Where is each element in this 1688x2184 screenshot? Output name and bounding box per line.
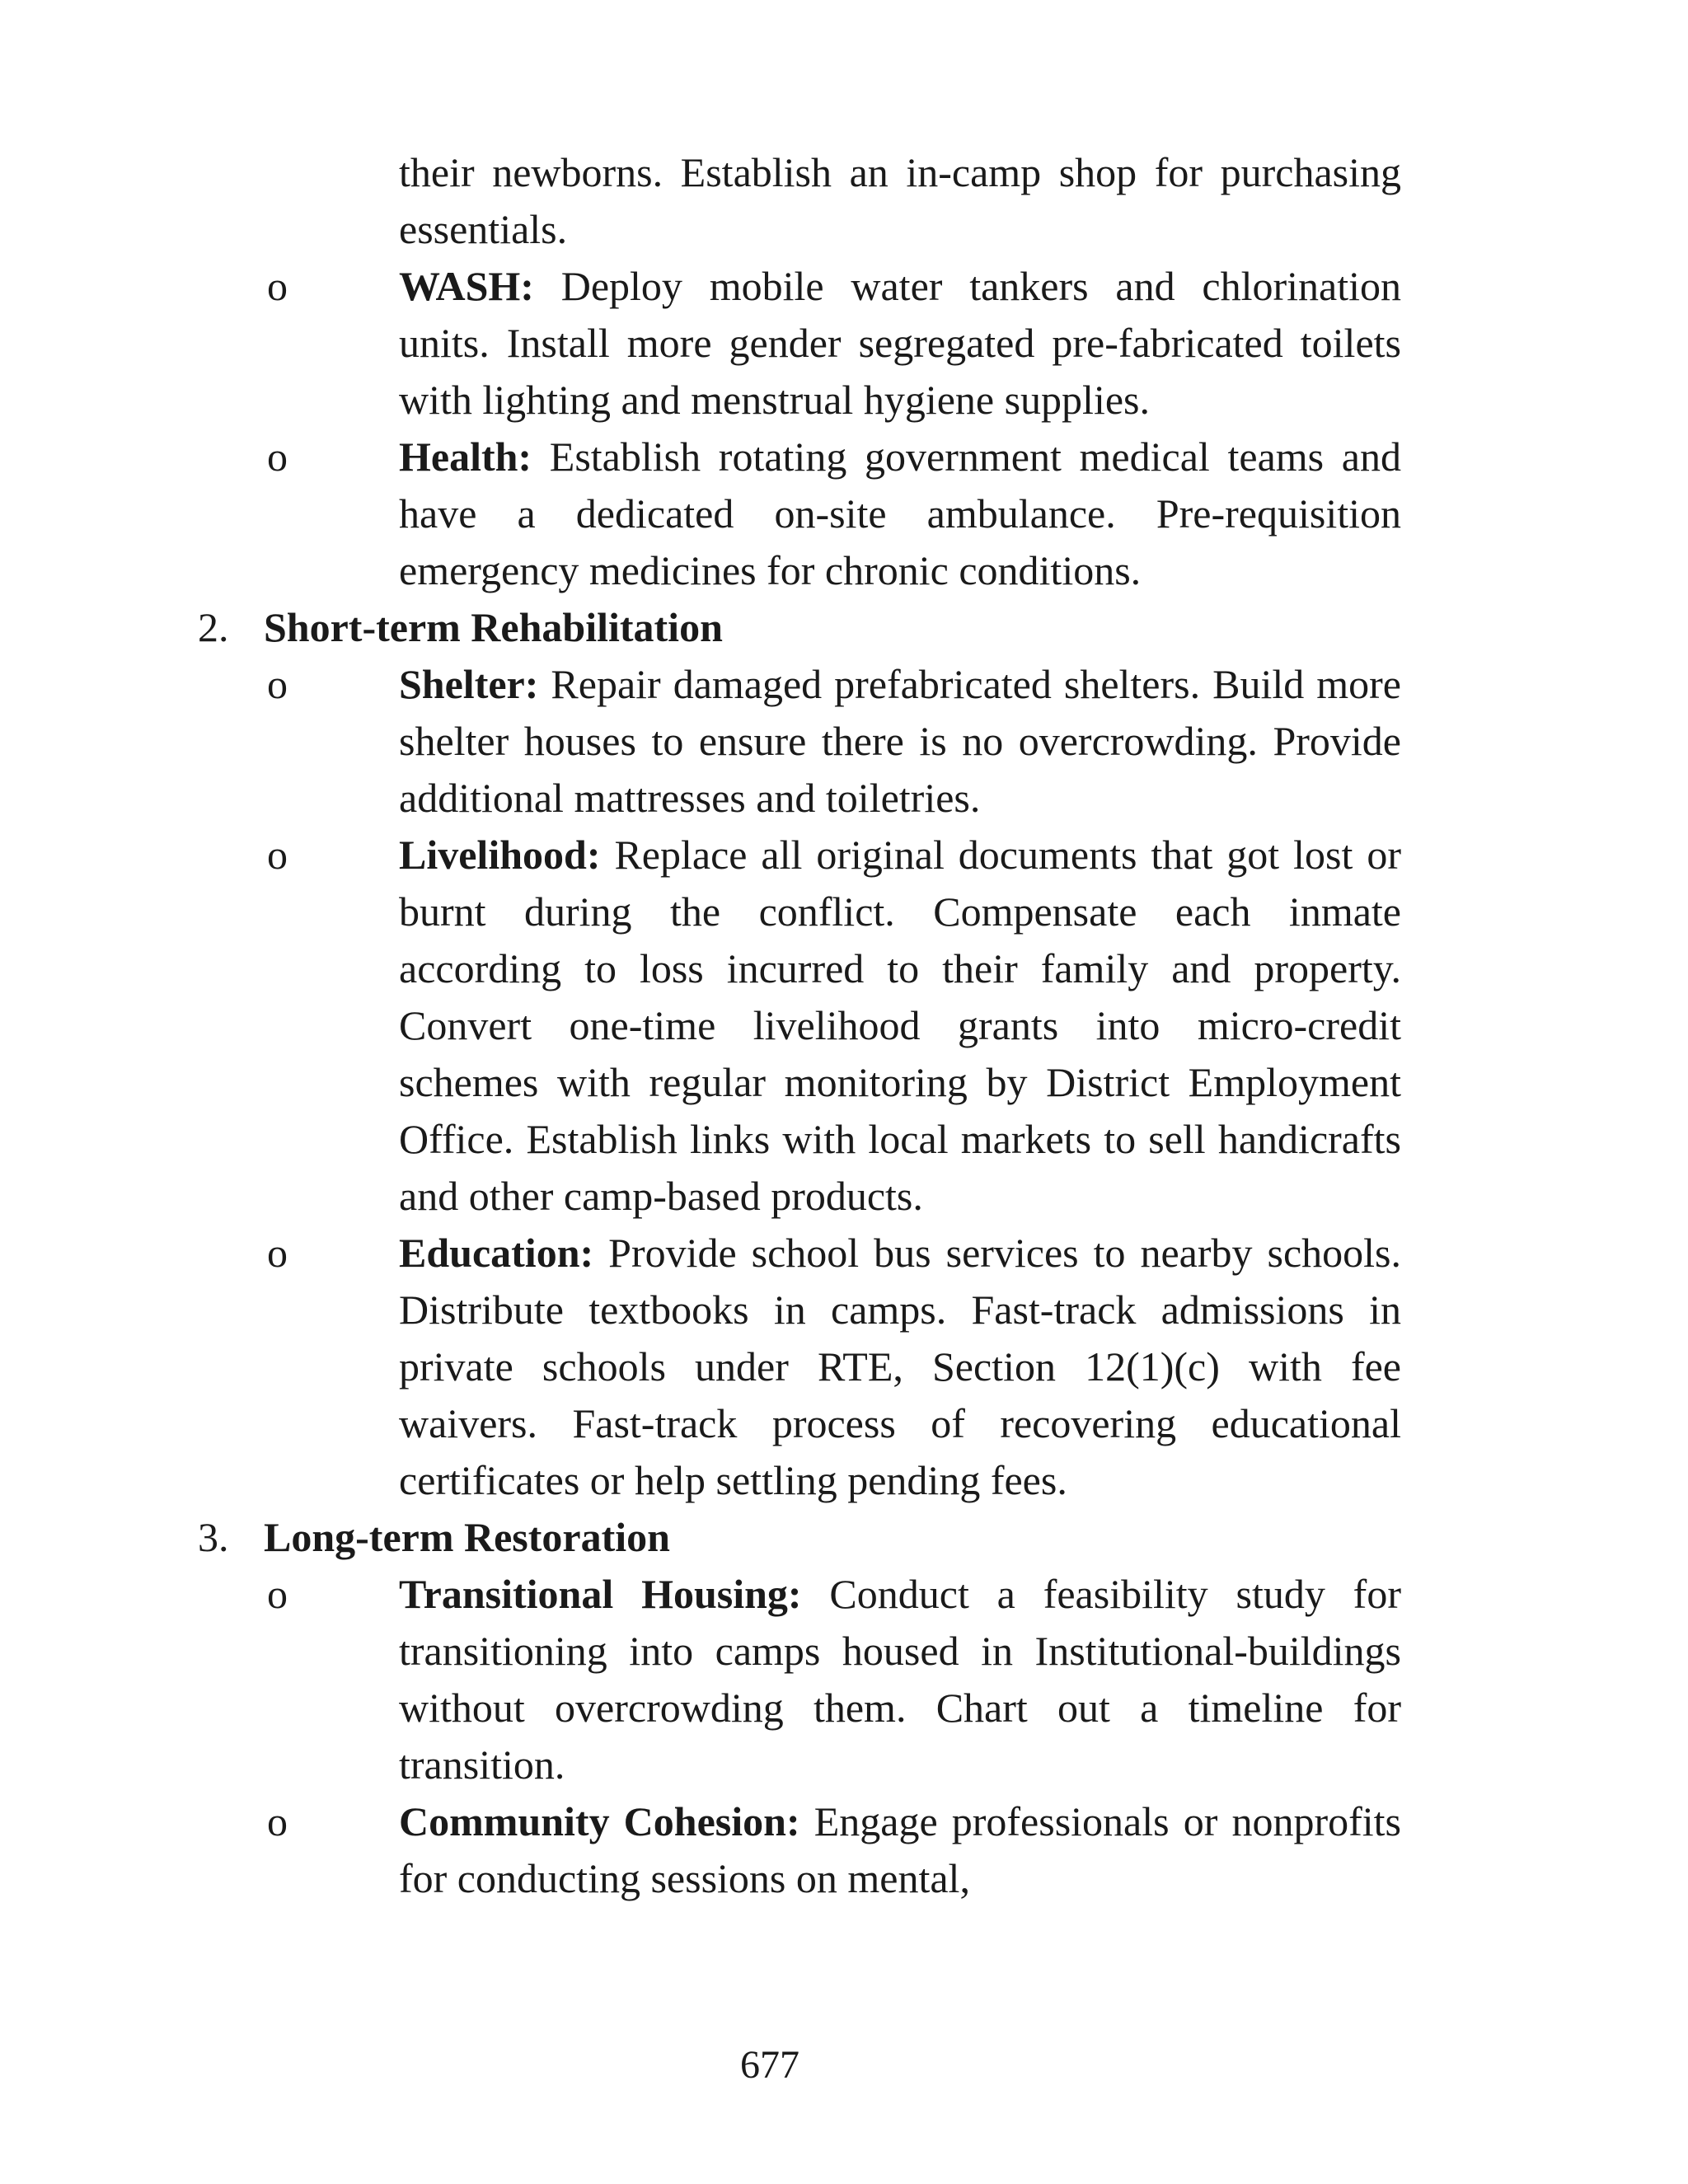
bullet-marker: o [267, 1798, 288, 1844]
list-item-education [267, 1225, 1401, 1509]
bullet-marker: o [267, 434, 288, 480]
list-item-shelter [267, 656, 1401, 827]
intro-paragraph: their newborns. Establish an in-camp shop for purchasing essentials. [399, 149, 1401, 252]
bullet-marker: o [267, 832, 288, 878]
list-item-community-cohesion [267, 1793, 1401, 1907]
section-heading-short-term [198, 599, 1401, 656]
bullet-marker: o [267, 1230, 288, 1276]
item-text: Repair damaged prefabricated shelters. Build more shelter houses to ensure there is no overcrowding. Provide additional mattresses and toiletries. [399, 661, 1401, 821]
section-title: Short-term Rehabilitation [264, 604, 723, 650]
page-number-text: 677 [740, 2043, 799, 2087]
item-term: Transitional Housing: [399, 1571, 802, 1617]
item-text: Replace all original documents that got lost or burnt during the conflict. Compensate each inmate according to loss incurred to their family and property. Convert one-time livelihood grants into micro-credit schemes with regular monitoring by District Employment Office. Establish links with local markets to sell handicrafts and other camp-based products. [399, 832, 1401, 1219]
item-term: Community Cohesion: [399, 1798, 800, 1844]
item-term: Health: [399, 434, 532, 480]
bullet-marker: o [267, 661, 288, 707]
bullet-marker: o [267, 1571, 288, 1617]
item-text: Engage professionals or nonprofits for conducting sessions on mental, [399, 1798, 1401, 1901]
bullet-marker: o [267, 263, 288, 309]
section-title: Long-term Restoration [264, 1514, 670, 1560]
item-text: Conduct a feasibility study for transitioning into camps housed in Institutional-buildings without overcrowding them. Chart out a timeline for transition. [399, 1571, 1401, 1788]
item-text: Deploy mobile water tankers and chlorination units. Install more gender segregated pre-fabricated toilets with lighting and menstrual hygiene supplies. [399, 263, 1401, 423]
page-number [0, 2041, 1688, 2090]
item-text: Establish rotating government medical teams and have a dedicated on-site ambulance. Pre-requisition emergency medicines for chronic conditions. [399, 434, 1401, 593]
item-text: Provide school bus services to nearby schools. Distribute textbooks in camps. Fast-track admissions in private schools under RTE, Section 12(1)(c) with fee waivers. Fast-track process of recovering educational certificates or help settling pending fees. [399, 1230, 1401, 1503]
item-term: Education: [399, 1230, 594, 1276]
list-item-livelihood [267, 827, 1401, 1225]
page-content [198, 144, 1401, 1907]
section-number: 2. [198, 604, 229, 650]
section-number: 3. [198, 1514, 229, 1560]
section-heading-long-term [198, 1509, 1401, 1566]
list-item-health [267, 429, 1401, 599]
item-term: WASH: [399, 263, 534, 309]
item-term: Livelihood: [399, 832, 601, 878]
item-term: Shelter: [399, 661, 539, 707]
list-item-transitional-housing [267, 1566, 1401, 1793]
list-item-wash [267, 258, 1401, 429]
